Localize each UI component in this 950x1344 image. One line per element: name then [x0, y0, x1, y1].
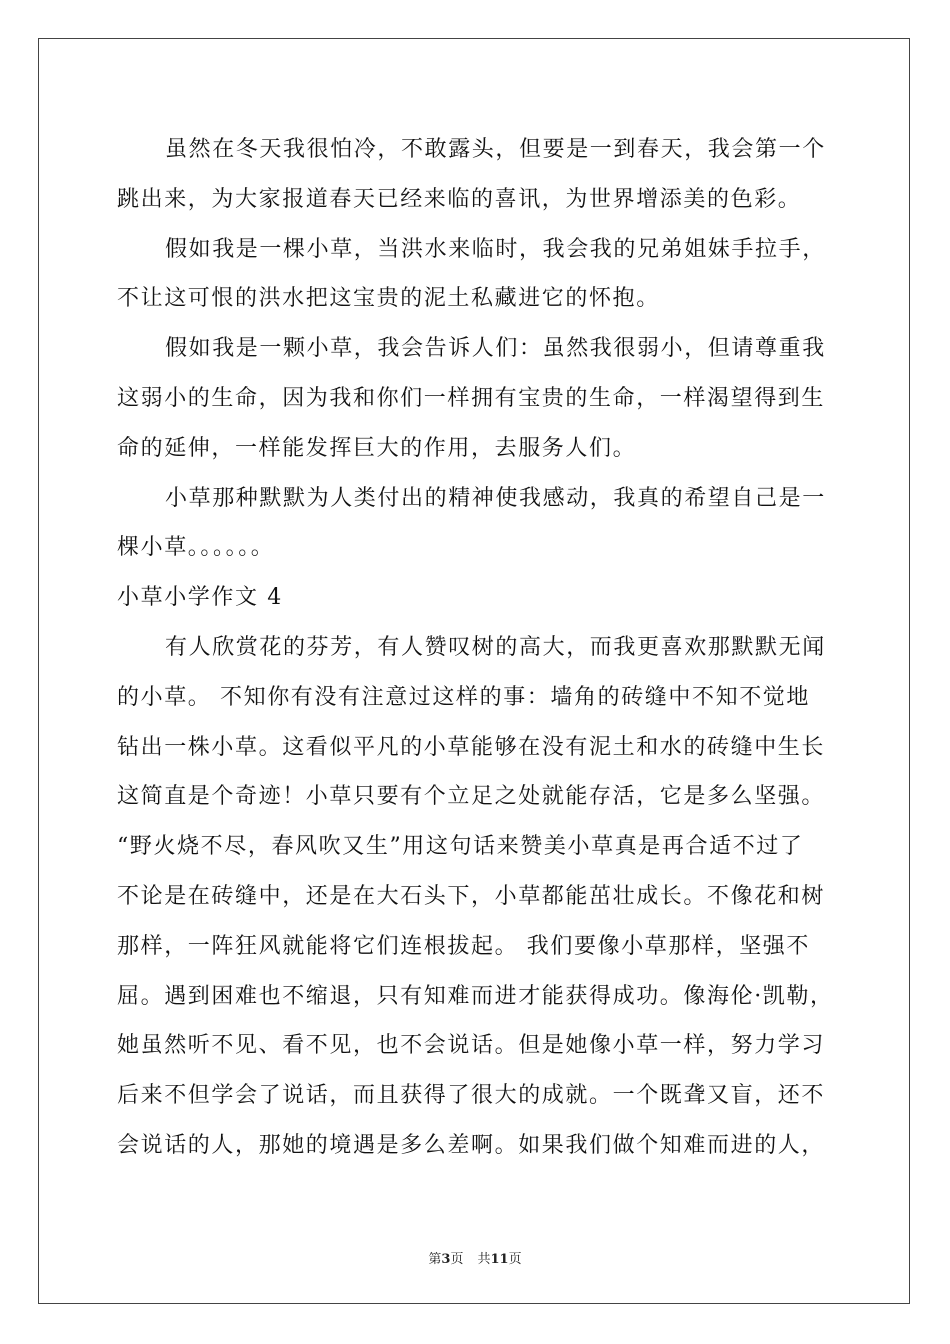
page-footer	[0, 1248, 950, 1267]
page-number-prefix: 第	[428, 1252, 442, 1267]
paragraph-line: 会说话的人，那她的境遇是多么差啊。如果我们做个知难而进的人，	[117, 1132, 826, 1158]
total-pages-suffix: 页	[508, 1252, 522, 1267]
paragraph-line: 屈。遇到困难也不缩退，只有知难而进才能获得成功。像海伦·凯勒，	[117, 983, 834, 1009]
page-number-current: 3	[441, 1252, 451, 1267]
paragraph-line: 后来不但学会了说话，而且获得了很大的成就。一个既聋又盲，还不	[117, 1083, 826, 1109]
paragraph-line: 这弱小的生命，因为我和你们一样拥有宝贵的生命，一样渴望得到生	[117, 385, 826, 411]
paragraph-line: 假如我是一棵小草，当洪水来临时，我会我的兄弟姐妹手拉手，	[165, 236, 826, 262]
document-body	[117, 125, 837, 1171]
paragraph-line: 不让这可恨的洪水把这宝贵的泥土私藏进它的怀抱。	[117, 286, 660, 312]
total-pages-prefix: 共	[477, 1252, 491, 1267]
paragraph-line: 的小草。 不知你有没有注意过这样的事：墙角的砖缝中不知不觉地	[117, 684, 810, 710]
paragraph-line: 那样，一阵狂风就能将它们连根拔起。 我们要像小草那样，坚强不	[117, 933, 810, 959]
paragraph-line: 小草那种默默为人类付出的精神使我感动，我真的希望自己是一	[165, 485, 826, 511]
paragraph-line: 跳出来，为大家报道春天已经来临的喜讯，为世界增添美的色彩。	[117, 186, 802, 212]
page-number-suffix: 页	[450, 1252, 464, 1267]
paragraph-line: 虽然在冬天我很怕冷，不敢露头，但要是一到春天，我会第一个	[165, 137, 826, 162]
total-pages-count: 11	[490, 1252, 509, 1267]
paragraph-line: 她虽然听不见、看不见，也不会说话。但是她像小草一样，努力学习	[117, 1033, 826, 1059]
paragraph-line: 这简直是个奇迹！小草只要有个立足之处就能存活，它是多么坚强。	[117, 784, 826, 810]
paragraph-line: 命的延伸，一样能发挥巨大的作用，去服务人们。	[117, 435, 637, 461]
paragraph-line: 有人欣赏花的芬芳，有人赞叹树的高大，而我更喜欢那默默无闻	[165, 634, 826, 660]
section-heading: 小草小学作文 4	[117, 585, 283, 611]
paragraph-line: 假如我是一颗小草，我会告诉人们：虽然我很弱小，但请尊重我	[165, 336, 826, 362]
paragraph-line: 钻出一株小草。这看似平凡的小草能够在没有泥土和水的砖缝中生长	[117, 734, 826, 760]
paragraph-line: 不论是在砖缝中，还是在大石头下，小草都能茁壮成长。不像花和树	[117, 883, 826, 909]
paragraph-line: 棵小草。。。。。。	[117, 535, 275, 561]
paragraph-line: “野火烧不尽，春风吹又生”用这句话来赞美小草真是再合适不过了	[117, 834, 804, 860]
